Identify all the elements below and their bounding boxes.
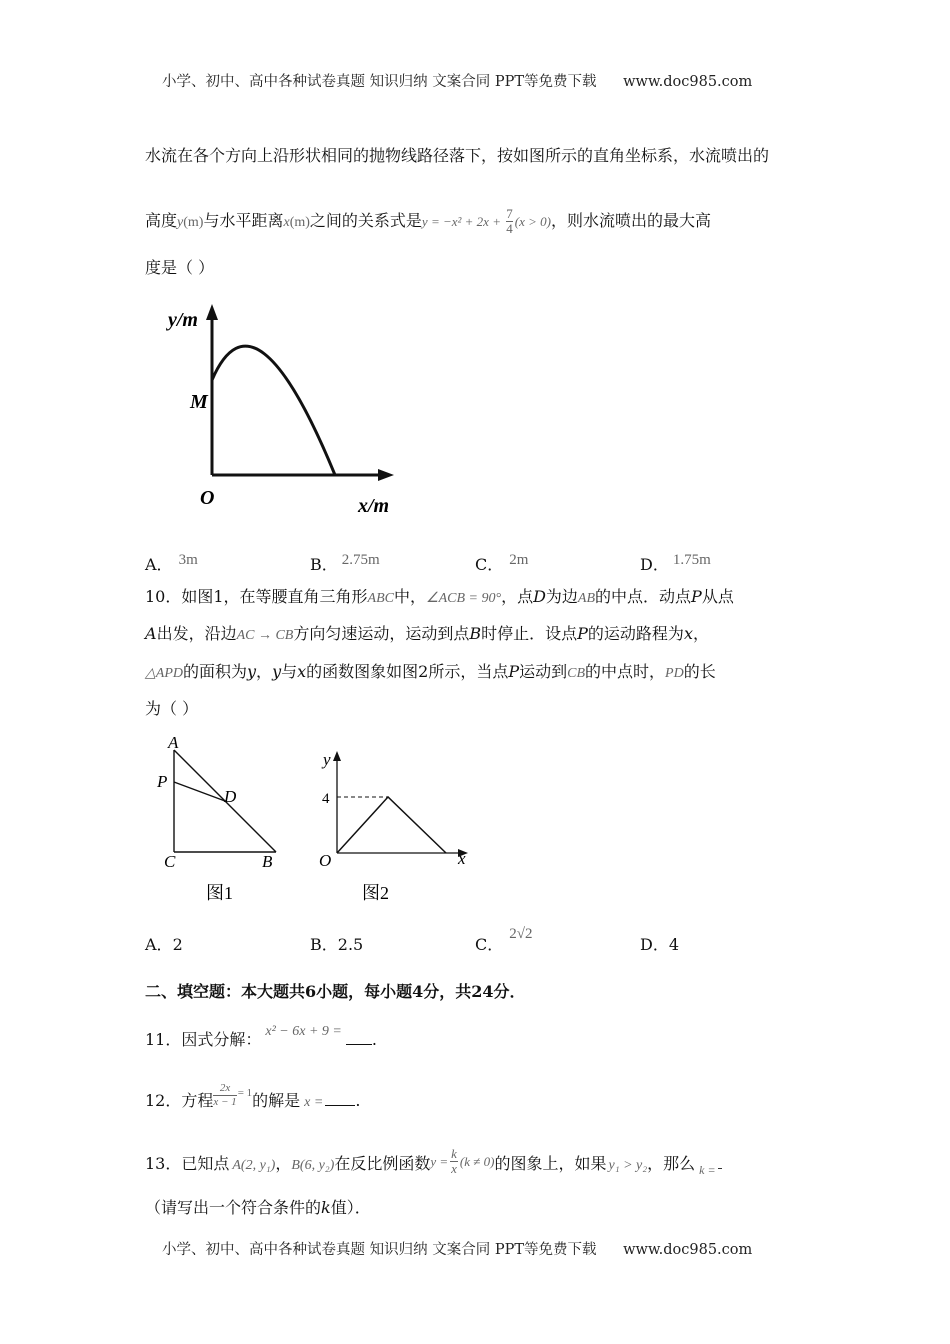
q10-l2-a: A [145,624,157,643]
q11 [145,1024,377,1052]
q10-path: AC → CB [236,628,294,643]
q10-pd: PD [665,666,684,681]
q10-y: y [247,662,257,681]
q10-option-b[interactable] [310,932,363,955]
q10-p3: P [508,662,520,681]
q12-den: x − 1 [213,1096,237,1108]
fig2-x-label: x [458,849,466,868]
q9-option-d[interactable] [640,552,711,575]
q12-label: 12．方程 [145,1091,214,1110]
q10-line1 [145,587,734,609]
q10-option-a[interactable] [145,932,183,955]
q9-line3: 度是（ ） [145,258,215,277]
q10-option-c[interactable] [475,926,533,955]
q9-l2-b: 与水平距离 [203,211,284,230]
option-value: 1.75m [672,552,711,568]
q13-fy: y = [430,1154,449,1169]
q10-l1-b: 中， [394,587,427,606]
fig2-o-label: O [319,851,332,870]
q10-l1-c: ，点 [501,587,534,606]
option-value: 2.75m [341,552,380,568]
q10-l1-e: 的中点．动点 [595,587,692,606]
q13-point-b: B(6, y₂) [291,1158,335,1173]
page-header [162,70,752,91]
option-letter: D． [640,555,669,574]
option-letter: C． [475,555,504,574]
label-a: A [168,733,179,752]
q10-x: x [683,624,693,643]
q10-l1-a: 10．如图1，在等腰直角三角形 [145,587,368,606]
q13-k: k = [699,1163,716,1177]
q10-line3 [145,662,716,684]
q10-l3-g: 的长 [683,662,716,681]
q11-end: . [371,1030,377,1049]
q10-d: D [533,587,546,606]
q13-answer-blank[interactable] [718,1168,722,1169]
q9-l2-d: ，则水流喷出的最大高 [550,211,711,230]
q9-formula: y = −x² + 2x + [421,214,505,229]
q10-l3-b: ， [256,662,273,681]
q9-x-var: x [283,215,290,230]
q10-figure-1 [150,730,290,910]
q11-expr: x² − 6x + 9 = [265,1024,342,1039]
option-letter: A． [145,935,173,954]
q10-l3-e: 运动到 [519,662,568,681]
option-value: 2m [509,552,529,568]
q13-fcond: (k ≠ 0) [459,1154,495,1169]
q10-l2-b: 出发，沿边 [156,624,237,643]
q9-x-label: x/m [358,495,390,517]
option-value: 2 [172,935,183,954]
q9-o-label: O [200,487,215,509]
q13-l2-a: （请写出一个符合条件的 [145,1198,322,1217]
section-2-title: 二、填空题：本大题共6小题，每小题4分，共24分． [145,982,526,1001]
q9-frac-num: 7 [506,206,513,221]
q9-line2 [145,207,711,236]
caption-fig2: 图2 [362,883,389,903]
label-b: B [262,852,273,871]
q9-l2-c: 之间的关系式是 [309,211,422,230]
q12-fraction [213,1082,236,1109]
q10-figure-2 [310,745,480,910]
q13-fraction [450,1147,458,1176]
fig2-four: 4 [322,791,330,807]
q12-num: 2x [213,1082,236,1096]
q10-l1-d: 为边 [545,587,578,606]
q9-unit-x: (m) [289,215,310,230]
fig2-y-label: y [323,750,331,769]
q13-k2: k [321,1198,331,1217]
q13-line1 [145,1146,722,1179]
q12-mid: 的解是 [252,1091,301,1110]
q10-option-d[interactable] [640,932,679,955]
q9-graph [160,300,410,520]
option-letter: B． [310,935,338,954]
q10-y2: y [272,662,282,681]
q10-p2: P [577,624,588,643]
footer-text: 小学、初中、高中各种试卷真题 知识归纳 文案合同 PPT等免费下载 [162,1242,597,1258]
option-letter: B． [310,555,338,574]
q13-l2-b: 值）． [330,1198,371,1217]
q10-cb: CB [567,666,586,681]
q10-tri: △APD [145,666,183,681]
q9-l2-a: 高度 [145,211,178,230]
q12 [145,1082,361,1115]
label-d: D [224,787,237,806]
q9-option-a[interactable] [145,552,198,575]
q13-label: 13．已知点 [145,1154,230,1173]
q9-cond: (x > 0) [514,214,551,229]
q9-y-label: y/m [168,309,198,331]
option-value: 3m [178,552,198,568]
q10-l3-d: 的函数图象如图2所示，当点 [306,662,509,681]
q10-line2 [145,624,709,646]
option-value: 4 [668,935,680,954]
q12-answer-blank[interactable] [325,1091,355,1106]
option-letter: A． [145,555,173,574]
option-value: 2√2 [509,926,533,942]
q10-l3-c: 与 [281,662,298,681]
q9-m-label: M [190,391,208,413]
q10-ab: AB [577,591,596,606]
q13-mid: 在反比例函数 [334,1154,431,1173]
page-footer [162,1238,752,1259]
q10-l2-d: 时停止．设点 [481,624,578,643]
q10-b: B [469,624,482,643]
q9-line1: 水流在各个方向上沿形状相同的抛物线路径落下，按如图所示的直角坐标系，水流喷出的 [145,146,770,165]
q12-eq: = 1 [237,1087,253,1099]
fig2-y-axis [333,751,341,853]
q9-frac-den: 4 [506,221,513,236]
q9-parabola [212,346,335,475]
q13-fk: k [451,1146,457,1161]
q13-point-a: A(2, y₁) [232,1158,276,1173]
q11-answer-blank[interactable] [346,1030,372,1045]
q9-y-axis [206,304,218,475]
q10-angle: ∠ACB = 90° [426,591,502,606]
q13-line2 [145,1198,371,1218]
q9-option-b[interactable] [310,552,380,575]
q10-l1-f: 从点 [701,587,734,606]
footer-site: www.doc985.com [623,1242,753,1258]
q9-fraction [506,207,513,236]
header-site: www.doc985.com [623,74,753,90]
q10-l2-f: ， [692,624,709,643]
option-letter: C． [475,935,504,954]
q10-l3-a: 的面积为 [182,662,247,681]
q13-mid2: 的图象上，如果 [494,1154,607,1173]
q10-x2: x [297,662,307,681]
q12-x: x = [304,1095,324,1110]
q10-abc: ABC [367,591,394,606]
q10-l2-c: 方向匀速运动，运动到点 [293,624,470,643]
option-letter: D． [640,935,669,954]
fig2-function-line [337,797,446,853]
q10-p: P [691,587,702,606]
q10-line4: 为（ ） [145,699,199,718]
q11-label: 11．因式分解： [145,1030,262,1049]
q13-fx: x [451,1161,457,1176]
q10-l3-f: 的中点时， [585,662,666,681]
q13-mid3: ，那么 [647,1154,696,1173]
q9-y-var: y [177,215,184,230]
q12-end: . [355,1091,361,1110]
q9-unit-y: (m) [183,215,204,230]
fig2-x-axis [337,849,468,857]
header-text: 小学、初中、高中各种试卷真题 知识归纳 文案合同 PPT等免费下载 [162,74,597,90]
q9-x-axis [212,469,394,481]
q13-sep: ， [275,1154,292,1173]
caption-fig1: 图1 [206,883,233,903]
q9-option-c[interactable] [475,552,528,575]
segment-pd [174,782,225,801]
option-value: 2.5 [337,935,364,954]
label-c: C [164,852,176,871]
q13-ineq: y₁ > y₂ [608,1158,648,1173]
label-p: P [157,772,168,791]
q10-l2-e: 的运动路程为 [587,624,684,643]
